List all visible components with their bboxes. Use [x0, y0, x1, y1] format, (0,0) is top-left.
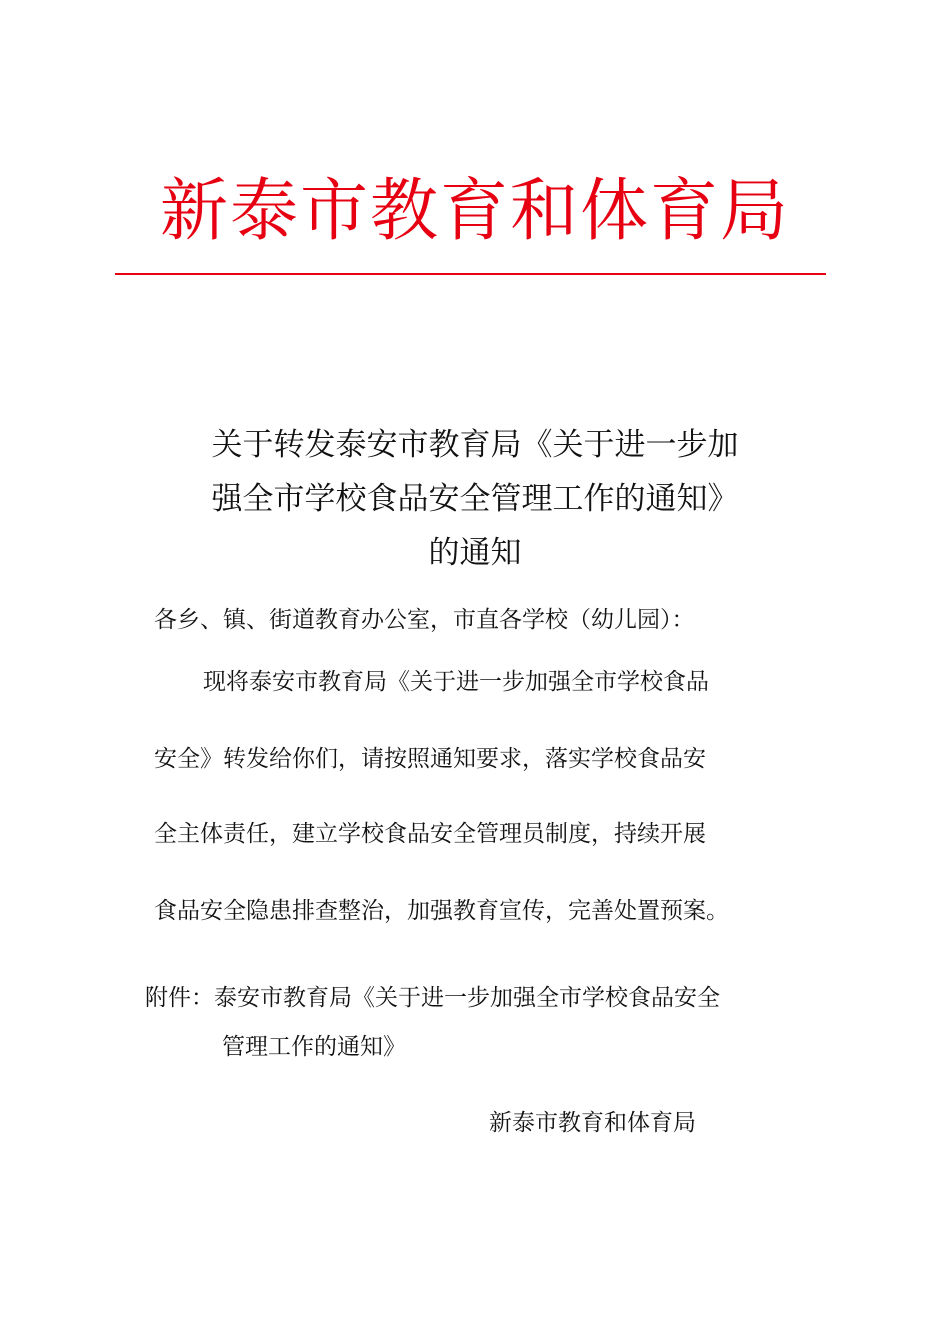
attachment-label: 附件：	[145, 985, 214, 1011]
masthead-org-name: 新泰市教育和体育局	[159, 172, 790, 251]
attachment-title: 泰安市教育局《关于进一步加强全市学校食品安全	[214, 985, 720, 1011]
title-line-1: 关于转发泰安市教育局《关于进一步加	[211, 427, 739, 463]
signature: 新泰市教育和体育局	[489, 1110, 696, 1136]
title-line-2: 强全市学校食品安全管理工作的通知》	[211, 481, 739, 517]
body-line-2: 安全》转发给你们，请按照通知要求，落实学校食品安	[154, 746, 706, 772]
body-line-1: 现将泰安市教育局《关于进一步加强全市学校食品	[203, 669, 709, 695]
attachment-line-1	[145, 981, 720, 1015]
document-title	[150, 418, 800, 580]
attachment-line-2: 管理工作的通知》	[222, 1034, 406, 1060]
masthead-red-rule	[115, 273, 826, 275]
body-line-3: 全主体责任，建立学校食品安全管理员制度，持续开展	[154, 821, 706, 847]
salutation: 各乡、镇、街道教育办公室，市直各学校（幼儿园）：	[154, 607, 695, 633]
title-line-3: 的通知	[428, 535, 522, 571]
body-line-4: 食品安全隐患排查整治，加强教育宣传，完善处置预案。	[154, 898, 729, 924]
